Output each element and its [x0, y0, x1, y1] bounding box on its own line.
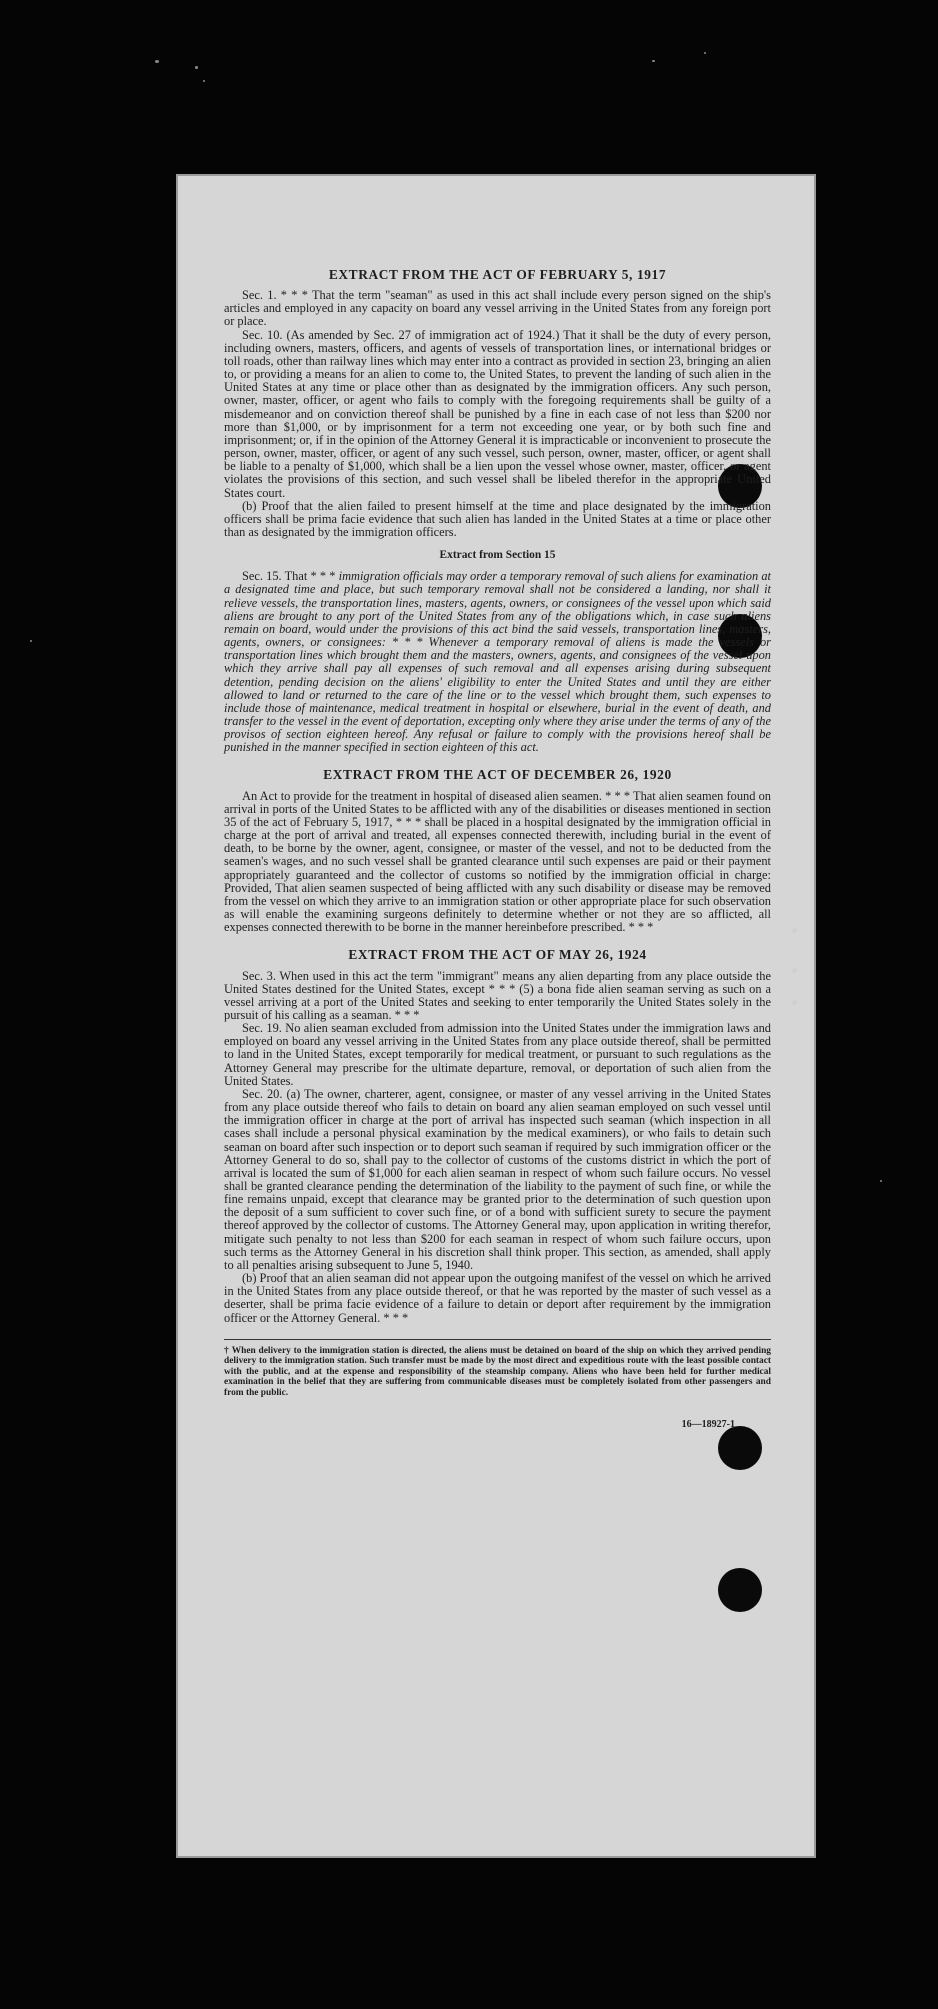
footnote-rule [224, 1339, 771, 1340]
section-10-text: Sec. 10. (As amended by Sec. 27 of immigration act of 1924.) That it shall be the duty of every person, including owners, masters, officers, and agents of vessels of transportation lines, or international bridges or toll roads, other than railway lines which may enter into a contract as provided in section 23, bringing an alien to, or providing a means for an alien to come to, the United States, to prevent the landing of such alien in the United States at any time or place other than as designated by the immigration officers. Any such person, owner, master, officer, or agent who fails to comply with the foregoing requirements shall be guilty of a misdemeanor and on conviction thereof shall be punished by a fine in each case of not less than $200 nor more than $1,000, or by imprisonment for a term not exceeding one year, or by both such fine and imprisonment; or, if in the opinion of the Attorney General it is impracticable or inconvenient to prosecute the person, owner, master, officer, or agent of any such vessel, such person, owner, master, officer, or agent shall be liable to a penalty of $1,000, which shall be a lien upon the vessel whose owner, master, officer, or agent violates the provisions of this section, and such vessel shall be libeled therefor in the appropriate United States court. [224, 327, 771, 500]
document-body [224, 268, 771, 1431]
section-19-text: Sec. 19. No alien seaman excluded from admission into the United States under the immigration laws and employed on board any vessel arriving in the United States from any place outside thereof, shall be permitted to land in the United States, except temporarily for medical treatment, or pursuant to such regulations as the Attorney General may prescribe for the ultimate departure, removal, or deportation of such alien from the United States. [224, 1021, 771, 1088]
punch-hole-4 [718, 1568, 762, 1612]
document-page [176, 174, 816, 1858]
margin-dot [792, 1000, 797, 1005]
subheading-section-15: Extract from Section 15 [439, 549, 556, 562]
section-10b-text: (b) Proof that the alien failed to present himself at the time and place designated by the immigration officers shall be prima facie evidence that such alien has landed in the United States at a time or place other than as designated by the immigration officers. [224, 498, 771, 539]
section-3-text: Sec. 3. When used in this act the term "immigrant" means any alien departing from any place outside the United States destined for the United States, except * * * (5) a bona fide alien seaman serving as such on a vessel arriving at a port of the United States and seeking to enter temporarily the United States solely in the pursuit of his calling as a seaman. * * * [224, 968, 771, 1022]
margin-dot [792, 968, 797, 973]
heading-act-1924: EXTRACT FROM THE ACT OF MAY 26, 1924 [348, 947, 647, 963]
footnote: † When delivery to the immigration station is directed, the aliens must be detained on board of the ship on which they arrived pending delivery to the immigration station. Such transfer must be made by the most direct and expeditious route with the least possible contact with the public, and at the expense and responsibility of the steamship company. Aliens who have been held for further medical examination in the belief that they are suffering from communicable diseases must be completely isolated from other passengers and from the public. [224, 1345, 771, 1398]
section-20b-text: (b) Proof that an alien seaman did not appear upon the outgoing manifest of the vessel on which he arrived in the United States from any place outside thereof, or that he was reported by the master of such vessel as a deserter, shall be prima facie evidence of a failure to detain or deport after requirement by the immigration officer or the Attorney General. * * * [224, 1271, 771, 1325]
section-15-body: immigration officials may order a temporary removal of such aliens for examination at a designated time and place, but such temporary removal shall not be considered a landing, nor shall it relieve vessels, the transportation lines, masters, agents, owners, or consignees of the vessel upon which said aliens are brought to any port of the United States from any of the obligations which, in case such aliens remain on board, would under the provisions of this act bind the said vessels, transportation lines, masters, agents, owners, or consignees: * * * Whenever a temporary removal of aliens is made the vessels or transportation lines which brought them and the masters, owners, agents, and consignees of the vessel upon which they arrive shall pay all expenses of such removal and all expenses arising during subsequent detention, pending decision on the aliens' eligibility to enter the United States and until they are either allowed to land or returned to the care of the line or to the vessel which brought them, such expenses to include those of maintenance, medical treatment in hospital or elsewhere, burial in the event of death, and transfer to the vessel in the event of deportation, excepting only where they arise under the terms of any of the provisos of section eighteen hereof. Any refusal or failure to comply with the provisions hereof shall be punished in the manner specified in section eighteen of this act. [224, 569, 771, 755]
section-20a-text: Sec. 20. (a) The owner, charterer, agent, consignee, or master of any vessel arriving in the United States from any place outside thereof who fails to detain on board any alien seaman employed on such vessel until the immigration officer in charge at the port of arrival has inspected such seaman (which inspection in all cases shall include a personal physical examination by the medical examiners), or who fails to detain such seaman on board after such inspection or to deport such seaman if required by such immigration officer or the Attorney General to do so, shall pay to the collector of customs of the customs district in which the port of arrival is located the sum of $1,000 for each alien seaman in respect of whom such failure occurs. No vessel shall be granted clearance pending the determination of the liability to the payment of such fine, or while the fine remains unpaid, except that clearance may be granted prior to the determination of such question upon the deposit of a sum sufficient to cover such fine, or of a bond with sufficient surety to secure the payment thereof approved by the collector of customs. The Attorney General may, upon application in writing therefor, mitigate such penalty to not less than $200 for each seaman in respect of whom such failure occurs, upon such terms as the Attorney General in his discretion shall think proper. This section, as amended, shall apply to all penalties arising subsequent to June 5, 1940. [224, 1086, 771, 1272]
form-number: 16—18927-1 [681, 1419, 735, 1431]
heading-act-1917: EXTRACT FROM THE ACT OF FEBRUARY 5, 1917 [328, 267, 667, 282]
punch-hole-3 [718, 1426, 762, 1470]
section-1-text: Sec. 1. * * * That the term "seaman" as used in this act shall include every person signed on the ship's articles and employed in any capacity on board any vessel arriving in the United States from any foreign port or place. [224, 288, 771, 329]
margin-dot [792, 928, 797, 933]
section-15-lead: Sec. 15. That * * * [242, 569, 339, 584]
section-15-text [224, 570, 771, 754]
act-1920-text: An Act to provide for the treatment in hospital of diseased alien seamen. * * * That alien seamen found on arrival in ports of the United States to be afflicted with any of the disabilities or diseases mentioned in section 35 of the act of February 5, 1917, * * * shall be placed in a hospital designated by the immigration official in charge at the port of arrival and treated, all expenses connected therewith, including burial in the event of death, to be borne by the owner, agent, consignee, or master of the vessel, and not to be deducted from the seamen's wages, and no such vessel shall be granted clearance until such expenses are paid or their payment appropriately guaranteed and the collector of customs so notified by the immigration official in charge: Provided, That alien seamen suspected of being afflicted with any such disability or disease may be removed from the vessel on which they arrive to an immigration station or other appropriate place for such observation as will enable the examining surgeons definitely to determine whether or not they are so afflicted, all expenses connected therewith to be borne in the manner hereinbefore prescribed. * * * [224, 788, 771, 935]
heading-act-1920: EXTRACT FROM THE ACT OF DECEMBER 26, 1920 [323, 767, 672, 783]
